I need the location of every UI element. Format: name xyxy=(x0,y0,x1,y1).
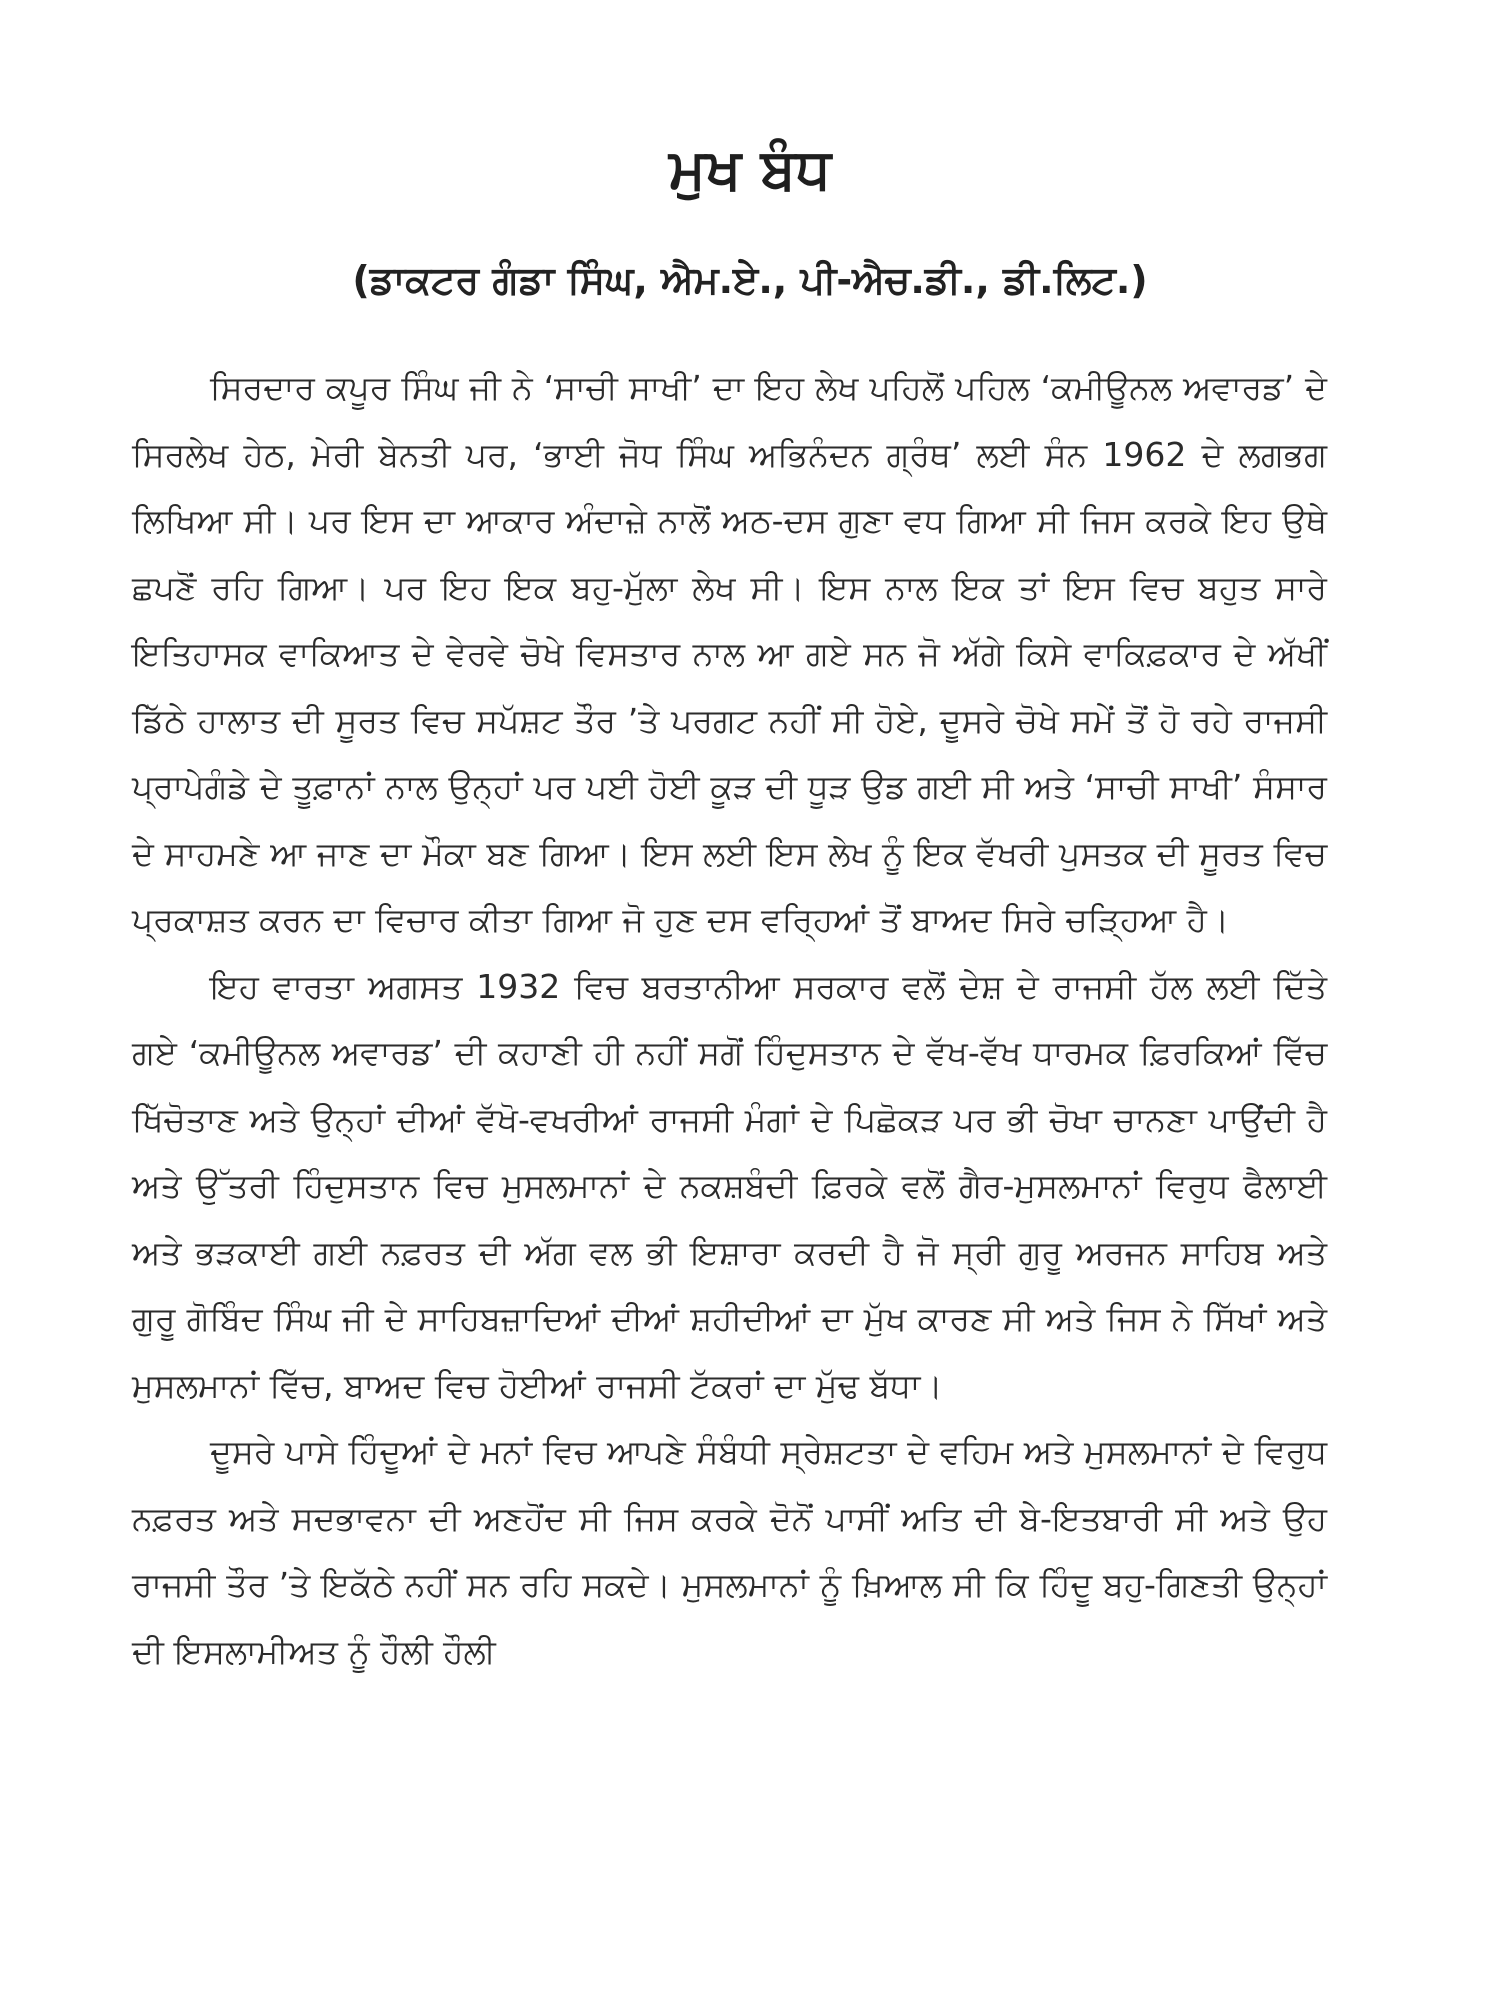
paragraph-3: ਦੂਸਰੇ ਪਾਸੇ ਹਿੰਦੂਆਂ ਦੇ ਮਨਾਂ ਵਿਚ ਆਪਣੇ ਸੰਬੰਧੀ ਸ੍ਰੇਸ਼ਟਤਾ ਦੇ ਵਹਿਮ ਅਤੇ ਮੁਸਲਮਾਨਾਂ ਦੇ ਵਿਰੁਧ ਨਫ਼ਰਤ ਅਤੇ ਸਦਭਾਵਨਾ ਦੀ ਅਣਹੋਂਦ ਸੀ ਜਿਸ ਕਰਕੇ ਦੋਨੋਂ ਪਾਸੀਂ ਅਤਿ ਦੀ ਬੇ-ਇਤਬਾਰੀ ਸੀ ਅਤੇ ਉਹ ਰਾਜਸੀ ਤੌਰ ’ਤੇ ਇਕੱਠੇ ਨਹੀਂ ਸਨ ਰਹਿ ਸਕਦੇ। ਮੁਸਲਮਾਨਾਂ ਨੂੰ ਖ਼ਿਆਲ ਸੀ ਕਿ ਹਿੰਦੂ ਬਹੁ-ਗਿਣਤੀ ਉਨ੍ਹਾਂ ਦੀ ਇਸਲਾਮੀਅਤ ਨੂੰ ਹੌਲੀ ਹੌਲੀ xyxy=(132,1432,1327,1671)
paragraph-2: ਇਹ ਵਾਰਤਾ ਅਗਸਤ 1932 ਵਿਚ ਬਰਤਾਨੀਆ ਸਰਕਾਰ ਵਲੋਂ ਦੇਸ਼ ਦੇ ਰਾਜਸੀ ਹੱਲ ਲਈ ਦਿੱਤੇ ਗਏ ‘ਕਮੀਊਨਲ ਅਵਾਰਡ’ ਦੀ ਕਹਾਣੀ ਹੀ ਨਹੀਂ ਸਗੋਂ ਹਿੰਦੁਸਤਾਨ ਦੇ ਵੱਖ-ਵੱਖ ਧਾਰਮਕ ਫ਼ਿਰਕਿਆਂ ਵਿੱਚ ਖਿੱਚੋਤਾਣ ਅਤੇ ਉਨ੍ਹਾਂ ਦੀਆਂ ਵੱਖੋ-ਵਖਰੀਆਂ ਰਾਜਸੀ ਮੰਗਾਂ ਦੇ ਪਿਛੋਕੜ ਪਰ ਭੀ ਚੋਖਾ ਚਾਨਣਾ ਪਾਉਂਦੀ ਹੈ ਅਤੇ ਉੱਤਰੀ ਹਿੰਦੁਸਤਾਨ ਵਿਚ ਮੁਸਲਮਾਨਾਂ ਦੇ ਨਕਸ਼ਬੰਦੀ ਫ਼ਿਰਕੇ ਵਲੋਂ ਗੈਰ-ਮੁਸਲਮਾਨਾਂ ਵਿਰੁਧ ਫੈਲਾਈ ਅਤੇ ਭੜਕਾਈ ਗਈ ਨਫ਼ਰਤ ਦੀ ਅੱਗ ਵਲ ਭੀ ਇਸ਼ਾਰਾ ਕਰਦੀ ਹੈ ਜੋ ਸ੍ਰੀ ਗੁਰੂ ਅਰਜਨ ਸਾਹਿਬ ਅਤੇ ਗੁਰੂ ਗੋਬਿੰਦ ਸਿੰਘ ਜੀ ਦੇ ਸਾਹਿਬਜ਼ਾਦਿਆਂ ਦੀਆਂ ਸ਼ਹੀਦੀਆਂ ਦਾ ਮੁੱਖ ਕਾਰਣ ਸੀ ਅਤੇ ਜਿਸ ਨੇ ਸਿੱਖਾਂ ਅਤੇ ਮੁਸਲਮਾਨਾਂ ਵਿੱਚ, ਬਾਅਦ ਵਿਚ ਹੋਈਆਂ ਰਾਜਸੀ ਟੱਕਰਾਂ ਦਾ ਮੁੱਢ ਬੱਧਾ। xyxy=(132,966,1327,1405)
paragraph-1: ਸਿਰਦਾਰ ਕਪੂਰ ਸਿੰਘ ਜੀ ਨੇ ‘ਸਾਚੀ ਸਾਖੀ’ ਦਾ ਇਹ ਲੇਖ ਪਹਿਲੋਂ ਪਹਿਲ ‘ਕਮੀਊਨਲ ਅਵਾਰਡ’ ਦੇ ਸਿਰਲੇਖ ਹੇਠ, ਮੇਰੀ ਬੇਨਤੀ ਪਰ, ‘ਭਾਈ ਜੋਧ ਸਿੰਘ ਅਭਿਨੰਦਨ ਗ੍ਰੰਥ’ ਲਈ ਸੰਨ 1962 ਦੇ ਲਗਭਗ ਲਿਖਿਆ ਸੀ। ਪਰ ਇਸ ਦਾ ਆਕਾਰ ਅੰਦਾਜ਼ੇ ਨਾਲੋਂ ਅਠ-ਦਸ ਗੁਣਾ ਵਧ ਗਿਆ ਸੀ ਜਿਸ ਕਰਕੇ ਇਹ ਉਥੇ ਛਪਣੋਂ ਰਹਿ ਗਿਆ। ਪਰ ਇਹ ਇਕ ਬਹੁ-ਮੁੱਲਾ ਲੇਖ ਸੀ। ਇਸ ਨਾਲ ਇਕ ਤਾਂ ਇਸ ਵਿਚ ਬਹੁਤ ਸਾਰੇ ਇਤਿਹਾਸਕ ਵਾਕਿਆਤ ਦੇ ਵੇਰਵੇ ਚੋਖੇ ਵਿਸਤਾਰ ਨਾਲ ਆ ਗਏ ਸਨ ਜੋ ਅੱਗੇ ਕਿਸੇ ਵਾਕਿਫ਼ਕਾਰ ਦੇ ਅੱਖੀਂ ਡਿੱਠੇ ਹਾਲਾਤ ਦੀ ਸੂਰਤ ਵਿਚ ਸਪੱਸ਼ਟ ਤੌਰ ’ਤੇ ਪਰਗਟ ਨਹੀਂ ਸੀ ਹੋਏ, ਦੂਸਰੇ ਚੋਖੇ ਸਮੇਂ ਤੋਂ ਹੋ ਰਹੇ ਰਾਜਸੀ ਪ੍ਰਾਪੇਗੰਡੇ ਦੇ ਤੂਫ਼ਾਨਾਂ ਨਾਲ ਉਨ੍ਹਾਂ ਪਰ ਪਈ ਹੋਈ ਕੂੜ ਦੀ ਧੂੜ ਉਡ ਗਈ ਸੀ ਅਤੇ ‘ਸਾਚੀ ਸਾਖੀ’ ਸੰਸਾਰ ਦੇ ਸਾਹਮਣੇ ਆ ਜਾਣ ਦਾ ਮੌਕਾ ਬਣ ਗਿਆ। ਇਸ ਲਈ ਇਸ ਲੇਖ ਨੂੰ ਇਕ ਵੱਖਰੀ ਪੁਸਤਕ ਦੀ ਸੂਰਤ ਵਿਚ ਪ੍ਰਕਾਸ਼ਤ ਕਰਨ ਦਾ ਵਿਚਾਰ ਕੀਤਾ ਗਿਆ ਜੋ ਹੁਣ ਦਸ ਵਰ੍ਹਿਆਂ ਤੋਂ ਬਾਅਦ ਸਿਰੇ ਚੜ੍ਹਿਆ ਹੈ। xyxy=(132,368,1327,939)
page-title: ਮੁਖ ਬੰਧ xyxy=(668,137,832,202)
author-credit: (ਡਾਕਟਰ ਗੰਡਾ ਸਿੰਘ, ਐਮ.ਏ., ਪੀ-ਐਚ.ਡੀ., ਡੀ.ਲਿਟ.) xyxy=(352,258,1148,302)
body-text xyxy=(132,355,1327,1685)
